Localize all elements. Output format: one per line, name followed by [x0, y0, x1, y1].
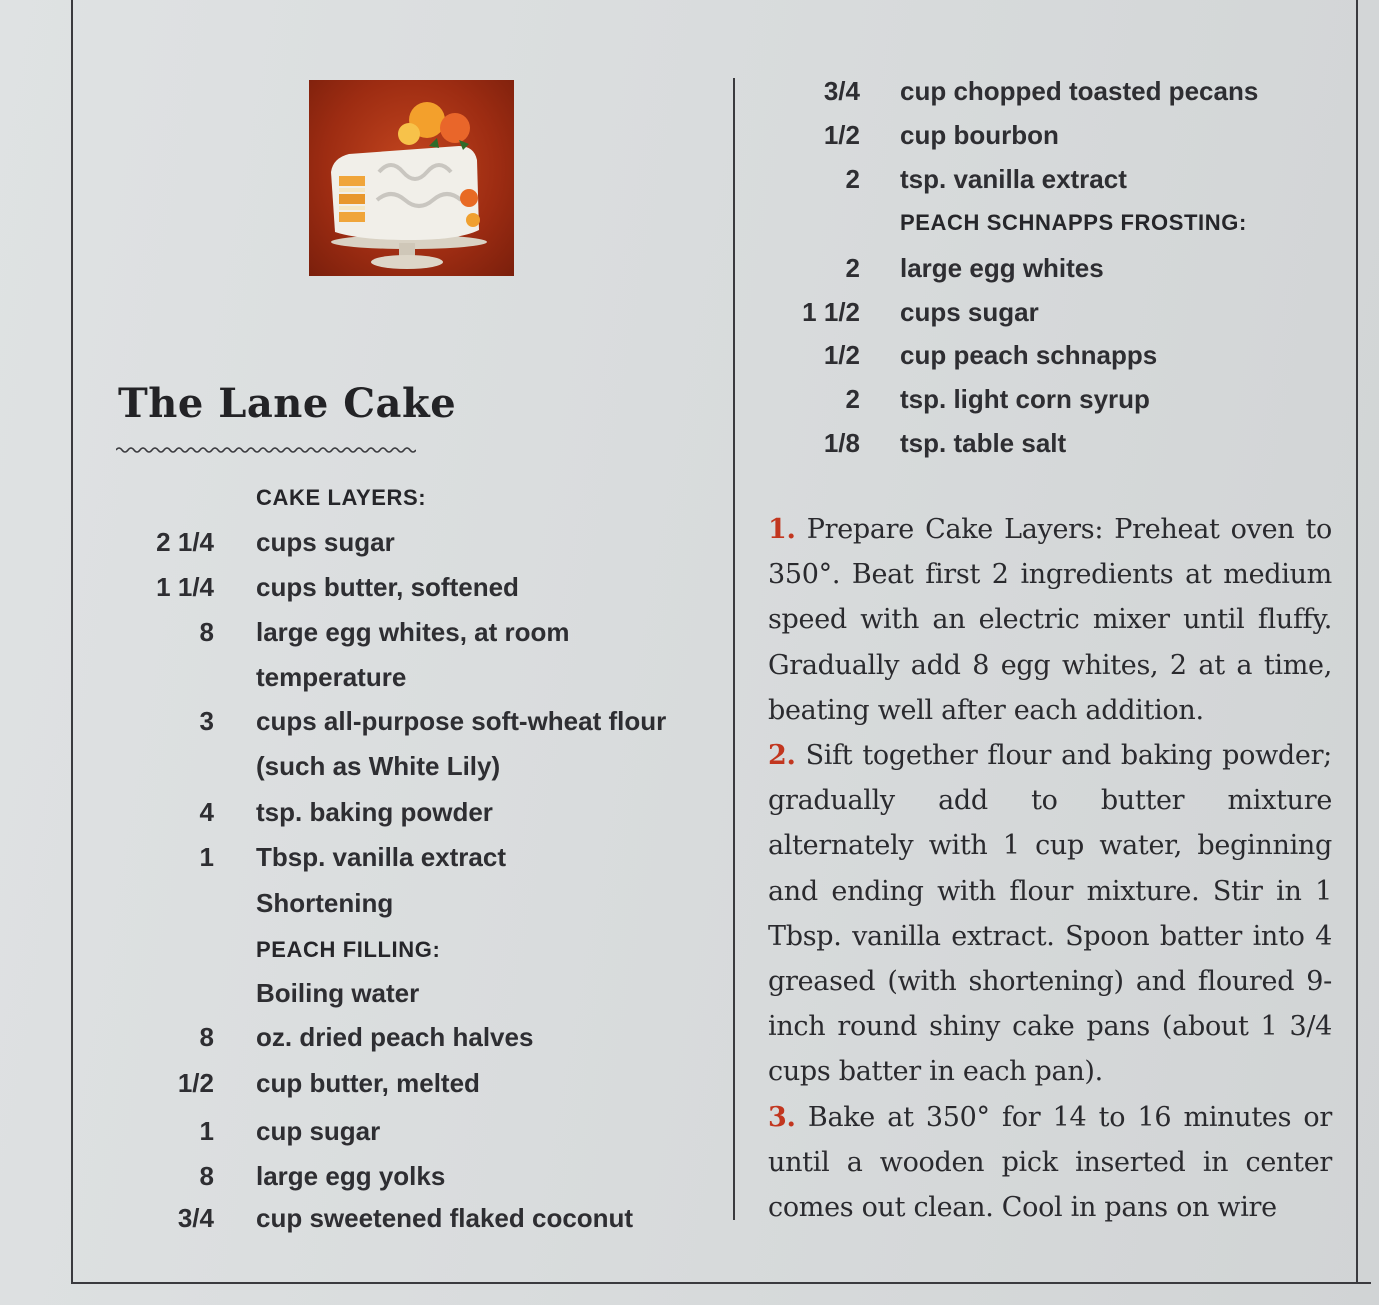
step-number: 1.	[768, 514, 796, 545]
ingredient-text: tsp. light corn syrup	[900, 384, 1150, 414]
step-number: 2.	[768, 740, 796, 772]
ingredient-text: cups sugar	[256, 527, 395, 557]
ingredient-text: cups all-purpose soft-wheat flour	[256, 706, 667, 736]
ingredient-quantity: 1/8	[823, 428, 860, 458]
step-text: Sift together flour and baking powder; gradually add to butter mixture alternately with 1 cup water, beginning and ending with flour mixture. Stir in 1 Tbsp. vanilla extract. Spoon batter into 4 greased (with shortening) and floured 9-inch round shiny cake pans (about 1 3/4 cups batter in each pan).	[768, 740, 1332, 1088]
ingredient-quantity: 8	[199, 1022, 214, 1052]
cake-photo	[309, 80, 514, 276]
ingredient-text: cup butter, melted	[256, 1068, 480, 1098]
page-border-left	[71, 0, 73, 1284]
section-heading-cake-layers: CAKE LAYERS:	[256, 485, 427, 510]
step-2	[768, 733, 1332, 1095]
ingredient-text: (such as White Lily)	[256, 751, 501, 781]
ingredient-quantity: 1	[199, 1116, 214, 1146]
step-text: Bake at 350° for 14 to 16 minutes or until a wooden pick inserted in center comes out clean. Cool in pans on wire	[768, 1101, 1332, 1224]
ingredient-text: Shortening	[256, 888, 394, 918]
ingredient-text: large egg yolks	[256, 1161, 446, 1191]
ingredient-quantity: 2	[845, 253, 860, 283]
ingredient-text: large egg whites, at room	[256, 617, 570, 647]
step-3	[768, 1095, 1332, 1231]
ingredient-text: cup peach schnapps	[900, 340, 1158, 370]
step-1	[768, 507, 1332, 733]
ingredient-quantity: 3/4	[823, 76, 860, 106]
column-divider	[733, 78, 735, 1220]
ingredient-quantity: 8	[199, 1161, 214, 1191]
ingredient-text: cup chopped toasted pecans	[900, 76, 1259, 106]
ingredient-text: tsp. baking powder	[256, 797, 493, 827]
ingredient-quantity: 2	[845, 384, 860, 414]
ingredient-quantity: 1 1/4	[156, 572, 214, 602]
section-heading-frosting: PEACH SCHNAPPS FROSTING:	[900, 210, 1247, 235]
title-underline-squiggle	[116, 444, 416, 456]
ingredient-text: cup sugar	[256, 1116, 381, 1146]
page-border-bottom	[71, 1282, 1371, 1284]
ingredient-quantity: 3	[199, 706, 214, 736]
ingredient-quantity: 1/2	[177, 1068, 214, 1098]
ingredient-quantity: 8	[199, 617, 214, 647]
ingredient-quantity: 2 1/4	[156, 527, 214, 557]
page-border-right	[1356, 0, 1358, 1284]
step-text: Prepare Cake Layers: Preheat oven to 350°. Beat first 2 ingredients at medium speed with an electric mixer until fluffy. Gradually add 8 egg whites, 2 at a time, beating well after each addition.	[768, 514, 1332, 726]
instructions	[768, 507, 1332, 1230]
ingredient-text: Boiling water	[256, 978, 420, 1008]
ingredient-text: tsp. vanilla extract	[900, 164, 1127, 194]
recipe-title: The Lane Cake	[118, 380, 457, 427]
ingredient-text: tsp. table salt	[900, 428, 1067, 458]
ingredient-quantity: 1	[199, 842, 214, 872]
ingredient-quantity: 3/4	[177, 1203, 214, 1233]
ingredient-quantity: 1/2	[823, 340, 860, 370]
ingredient-quantity: 1 1/2	[802, 297, 860, 327]
ingredient-text: cup bourbon	[900, 120, 1059, 150]
step-number: 3.	[768, 1101, 796, 1133]
ingredient-text: cups butter, softened	[256, 572, 519, 602]
ingredient-quantity: 2	[845, 164, 860, 194]
section-heading-peach-filling: PEACH FILLING:	[256, 937, 441, 962]
cake-illustration-icon	[309, 80, 514, 276]
ingredient-text: large egg whites	[900, 253, 1104, 283]
ingredient-quantity: 4	[199, 797, 214, 827]
ingredient-text: cups sugar	[900, 297, 1039, 327]
ingredient-text: temperature	[256, 662, 407, 692]
ingredient-text: oz. dried peach halves	[256, 1022, 534, 1052]
ingredient-text: Tbsp. vanilla extract	[256, 842, 506, 872]
ingredient-text: cup sweetened flaked coconut	[256, 1203, 634, 1233]
ingredient-quantity: 1/2	[823, 120, 860, 150]
